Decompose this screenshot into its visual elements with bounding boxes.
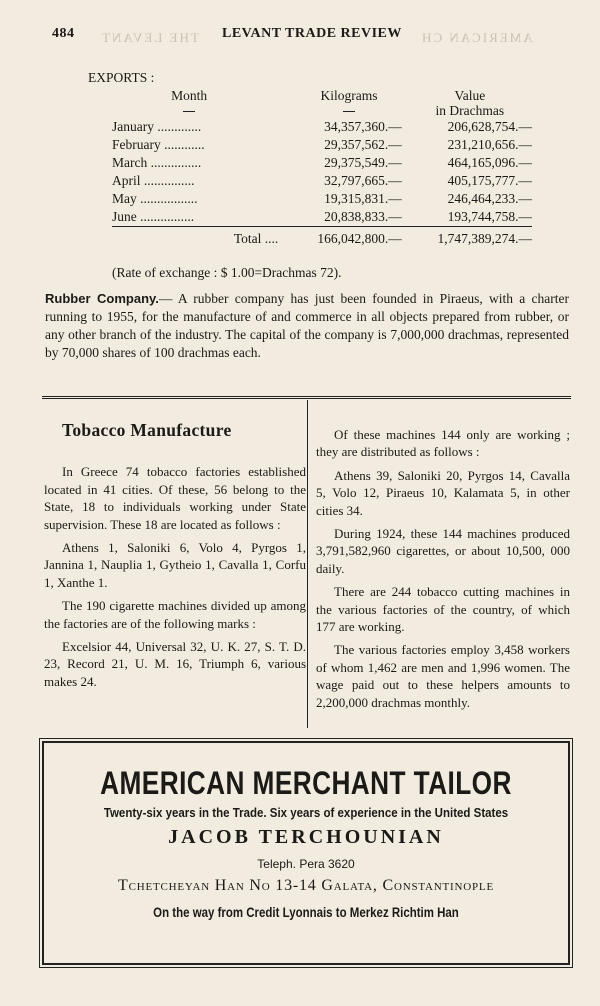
row-kg: 32,797,665.—: [324, 173, 402, 188]
export-row: [112, 190, 532, 208]
tobacco-left-p3: The 190 cigarette machines divided up among the factories are of the following marks :: [44, 598, 306, 631]
rubber-text: — A rubber company has just been founded in Piraeus, with a charter running to 1955, for the manufacture of and commerce in all objects prepared from rubber, or any other branch of the industry. The capital of the company is 7,000,000 drachmas, represented by 70,000 shares of 100 drachmas each.: [45, 291, 569, 360]
row-value: 405,175,777.—: [447, 173, 532, 188]
tobacco-right-p3: During 1924, these 144 machines produced 3,791,582,960 cigarettes, or about 10,500, 000 daily.: [316, 526, 570, 576]
exports-table: [112, 88, 532, 248]
col-month: Month: [112, 88, 296, 118]
column-divider: [307, 400, 308, 728]
row-value: 193,744,758.—: [447, 209, 532, 224]
tobacco-right-p1: Of these machines 144 only are working ; they are distributed as follows :: [316, 427, 570, 460]
tobacco-right-p4: There are 244 tobacco cutting machines in the various factories of the country, of which 177 are working.: [316, 584, 570, 635]
ad-telephone: Teleph. Pera 3620: [257, 857, 355, 871]
row-month: January .............: [112, 119, 202, 134]
rubber-company-paragraph: [45, 290, 569, 362]
row-kg: 20,838,833.—: [324, 209, 402, 224]
tobacco-title: Tobacco Manufacture: [62, 420, 232, 440]
col-value: Value in Drachmas: [435, 88, 505, 118]
row-kg: 19,315,831.—: [324, 191, 402, 206]
tobacco-right-p5: The various factories employ 3,458 workers of whom 1,462 are men and 1,996 women. The wage paid out to these helpers amounts to 2,200,000 drachmas monthly.: [316, 642, 570, 710]
tobacco-left-column: [44, 420, 306, 690]
total-label: Total ....: [112, 227, 296, 249]
rubber-lead: Rubber Company.: [45, 291, 159, 306]
export-row: [112, 172, 532, 190]
row-month: March ...............: [112, 155, 202, 170]
tobacco-left-p1: In Greece 74 tobacco factories established located in 41 cities. Of these, 56 belong to the State, 18 to individuals working under State supervision. These 18 are located as follows :: [44, 464, 306, 532]
export-row: [112, 136, 532, 154]
ad-address: Tchetcheyan Han No 13-14 Galata, Constantinople: [118, 877, 494, 894]
row-month: May .................: [112, 191, 198, 206]
tobacco-right-p2: Athens 39, Saloniki 20, Pyrgos 14, Cavalla 5, Volo 12, Piraeus 10, Kalamata 5, in other cities 34.: [316, 467, 570, 518]
row-month: February ............: [112, 137, 205, 152]
show-through-text-right: AMERICAN CH: [420, 30, 533, 45]
total-row: [112, 227, 532, 249]
ad-name: JACOB TERCHOUNIAN: [168, 826, 444, 848]
row-value: 464,165,096.—: [447, 155, 532, 170]
show-through-text-left: THE LEVANT: [100, 30, 199, 45]
ad-years: Twenty-six years in the Trade. Six years of experience in the United States: [103, 806, 509, 820]
tailor-advertisement: [42, 741, 570, 965]
tobacco-left-p2: Athens 1, Saloniki 6, Volo 4, Pyrgos 1, Jannina 1, Nauplia 1, Gytheio 1, Cavalla 1, Corfu 1, Xanthe 1.: [44, 540, 306, 590]
journal-title: LEVANT TRADE REVIEW: [222, 26, 402, 41]
col-kilograms: Kilograms: [296, 88, 407, 118]
exchange-rate-note: (Rate of exchange : $ 1.00=Drachmas 72).: [112, 265, 342, 280]
export-row: [112, 208, 532, 227]
row-kg: 29,375,549.—: [324, 155, 402, 170]
row-month: April ...............: [112, 173, 195, 188]
ad-directions: On the way from Credit Lyonnais to Merkez Richtim Han: [153, 905, 459, 920]
total-value: 1,747,389,274.—: [408, 227, 532, 249]
row-month: June ................: [112, 209, 195, 224]
row-kg: 29,357,562.—: [324, 137, 402, 152]
tobacco-right-column: [316, 426, 570, 711]
export-row: [112, 154, 532, 172]
row-value: 206,628,754.—: [447, 119, 532, 134]
export-row: [112, 118, 532, 136]
tobacco-left-p4: Excelsior 44, Universal 32, U. K. 27, S. T. D. 23, Record 21, U. M. 16, Triumph 6, various makes 24.: [44, 639, 306, 689]
page-number: 484: [52, 26, 75, 41]
exports-section: [88, 70, 568, 248]
row-kg: 34,357,360.—: [324, 119, 402, 134]
total-kg: 166,042,800.—: [296, 227, 407, 249]
row-value: 246,464,233.—: [447, 191, 532, 206]
exports-heading: EXPORTS :: [88, 70, 155, 85]
ad-headline: AMERICAN MERCHANT TAILOR: [100, 765, 512, 801]
row-value: 231,210,656.—: [447, 137, 532, 152]
